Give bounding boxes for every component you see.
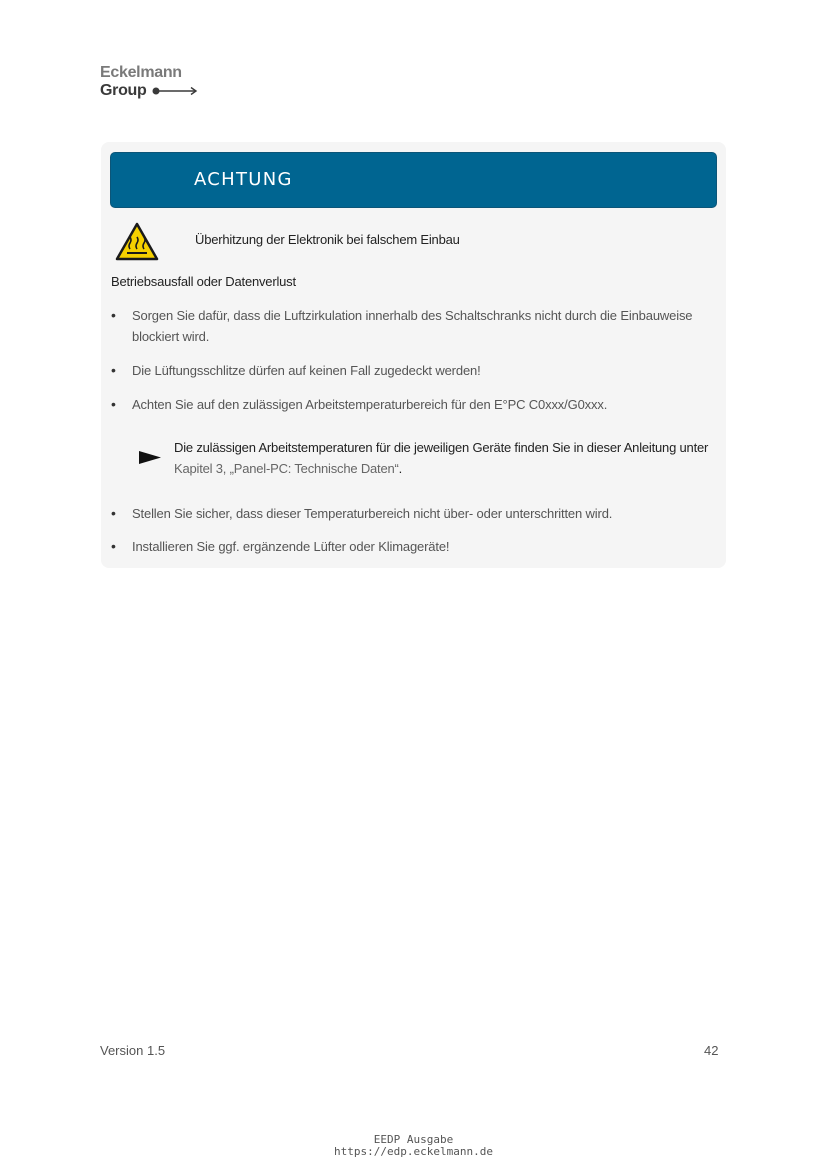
logo-wordmark-line1: Eckelmann bbox=[100, 64, 182, 81]
list-item bbox=[111, 536, 696, 557]
bullet-icon: • bbox=[111, 396, 116, 412]
note-body: Die zulässigen Arbeitstemperaturen für die jeweiligen Geräte finden Sie in dieser Anleitung unter bbox=[174, 440, 709, 455]
warning-box bbox=[101, 142, 726, 568]
right-pointer-icon bbox=[139, 451, 161, 464]
list-item bbox=[111, 503, 696, 524]
hazard-description: Überhitzung der Elektronik bei falschem Einbau bbox=[195, 232, 460, 247]
chapter-link[interactable]: Kapitel 3, „Panel-PC: Technische Daten“ bbox=[174, 461, 399, 476]
page-number: 42 bbox=[704, 1043, 719, 1058]
company-logo bbox=[100, 65, 199, 99]
bullet-icon: • bbox=[111, 307, 116, 323]
warning-title: ACHTUNG bbox=[194, 169, 293, 190]
list-item-text: Stellen Sie sicher, dass dieser Temperaturbereich nicht über- oder unterschritten wird. bbox=[132, 506, 613, 521]
note-text bbox=[174, 437, 709, 479]
logo-wordmark-line2: Group bbox=[100, 81, 147, 99]
bullet-icon: • bbox=[111, 362, 116, 378]
note-suffix: . bbox=[398, 461, 403, 476]
hot-surface-warning-icon bbox=[115, 222, 159, 262]
warning-header bbox=[111, 153, 716, 207]
bullet-icon: • bbox=[111, 505, 116, 521]
document-version: Version 1.5 bbox=[100, 1043, 166, 1058]
list-item-text: Installieren Sie ggf. ergänzende Lüfter oder Klimageräte! bbox=[132, 539, 450, 554]
list-item bbox=[111, 360, 696, 381]
edition-stamp: EEDP Ausgabe bbox=[373, 1133, 454, 1146]
list-item-text: Die Lüftungsschlitze dürfen auf keinen Fall zugedeckt werden! bbox=[132, 363, 481, 378]
list-item-text: Achten Sie auf den zulässigen Arbeitstemperaturbereich für den E°PC C0xxx/G0xxx. bbox=[132, 397, 608, 412]
edition-url[interactable]: https://edp.eckelmann.de bbox=[334, 1145, 493, 1158]
list-item bbox=[111, 305, 696, 347]
list-item bbox=[111, 394, 696, 415]
bullet-icon: • bbox=[111, 538, 116, 554]
logo-arrow-icon bbox=[151, 86, 199, 96]
list-item-text: Sorgen Sie dafür, dass die Luftzirkulation innerhalb des Schaltschranks nicht durch die Einbauweise blockiert wird. bbox=[132, 308, 693, 344]
hazard-consequence: Betriebsausfall oder Datenverlust bbox=[111, 274, 296, 289]
